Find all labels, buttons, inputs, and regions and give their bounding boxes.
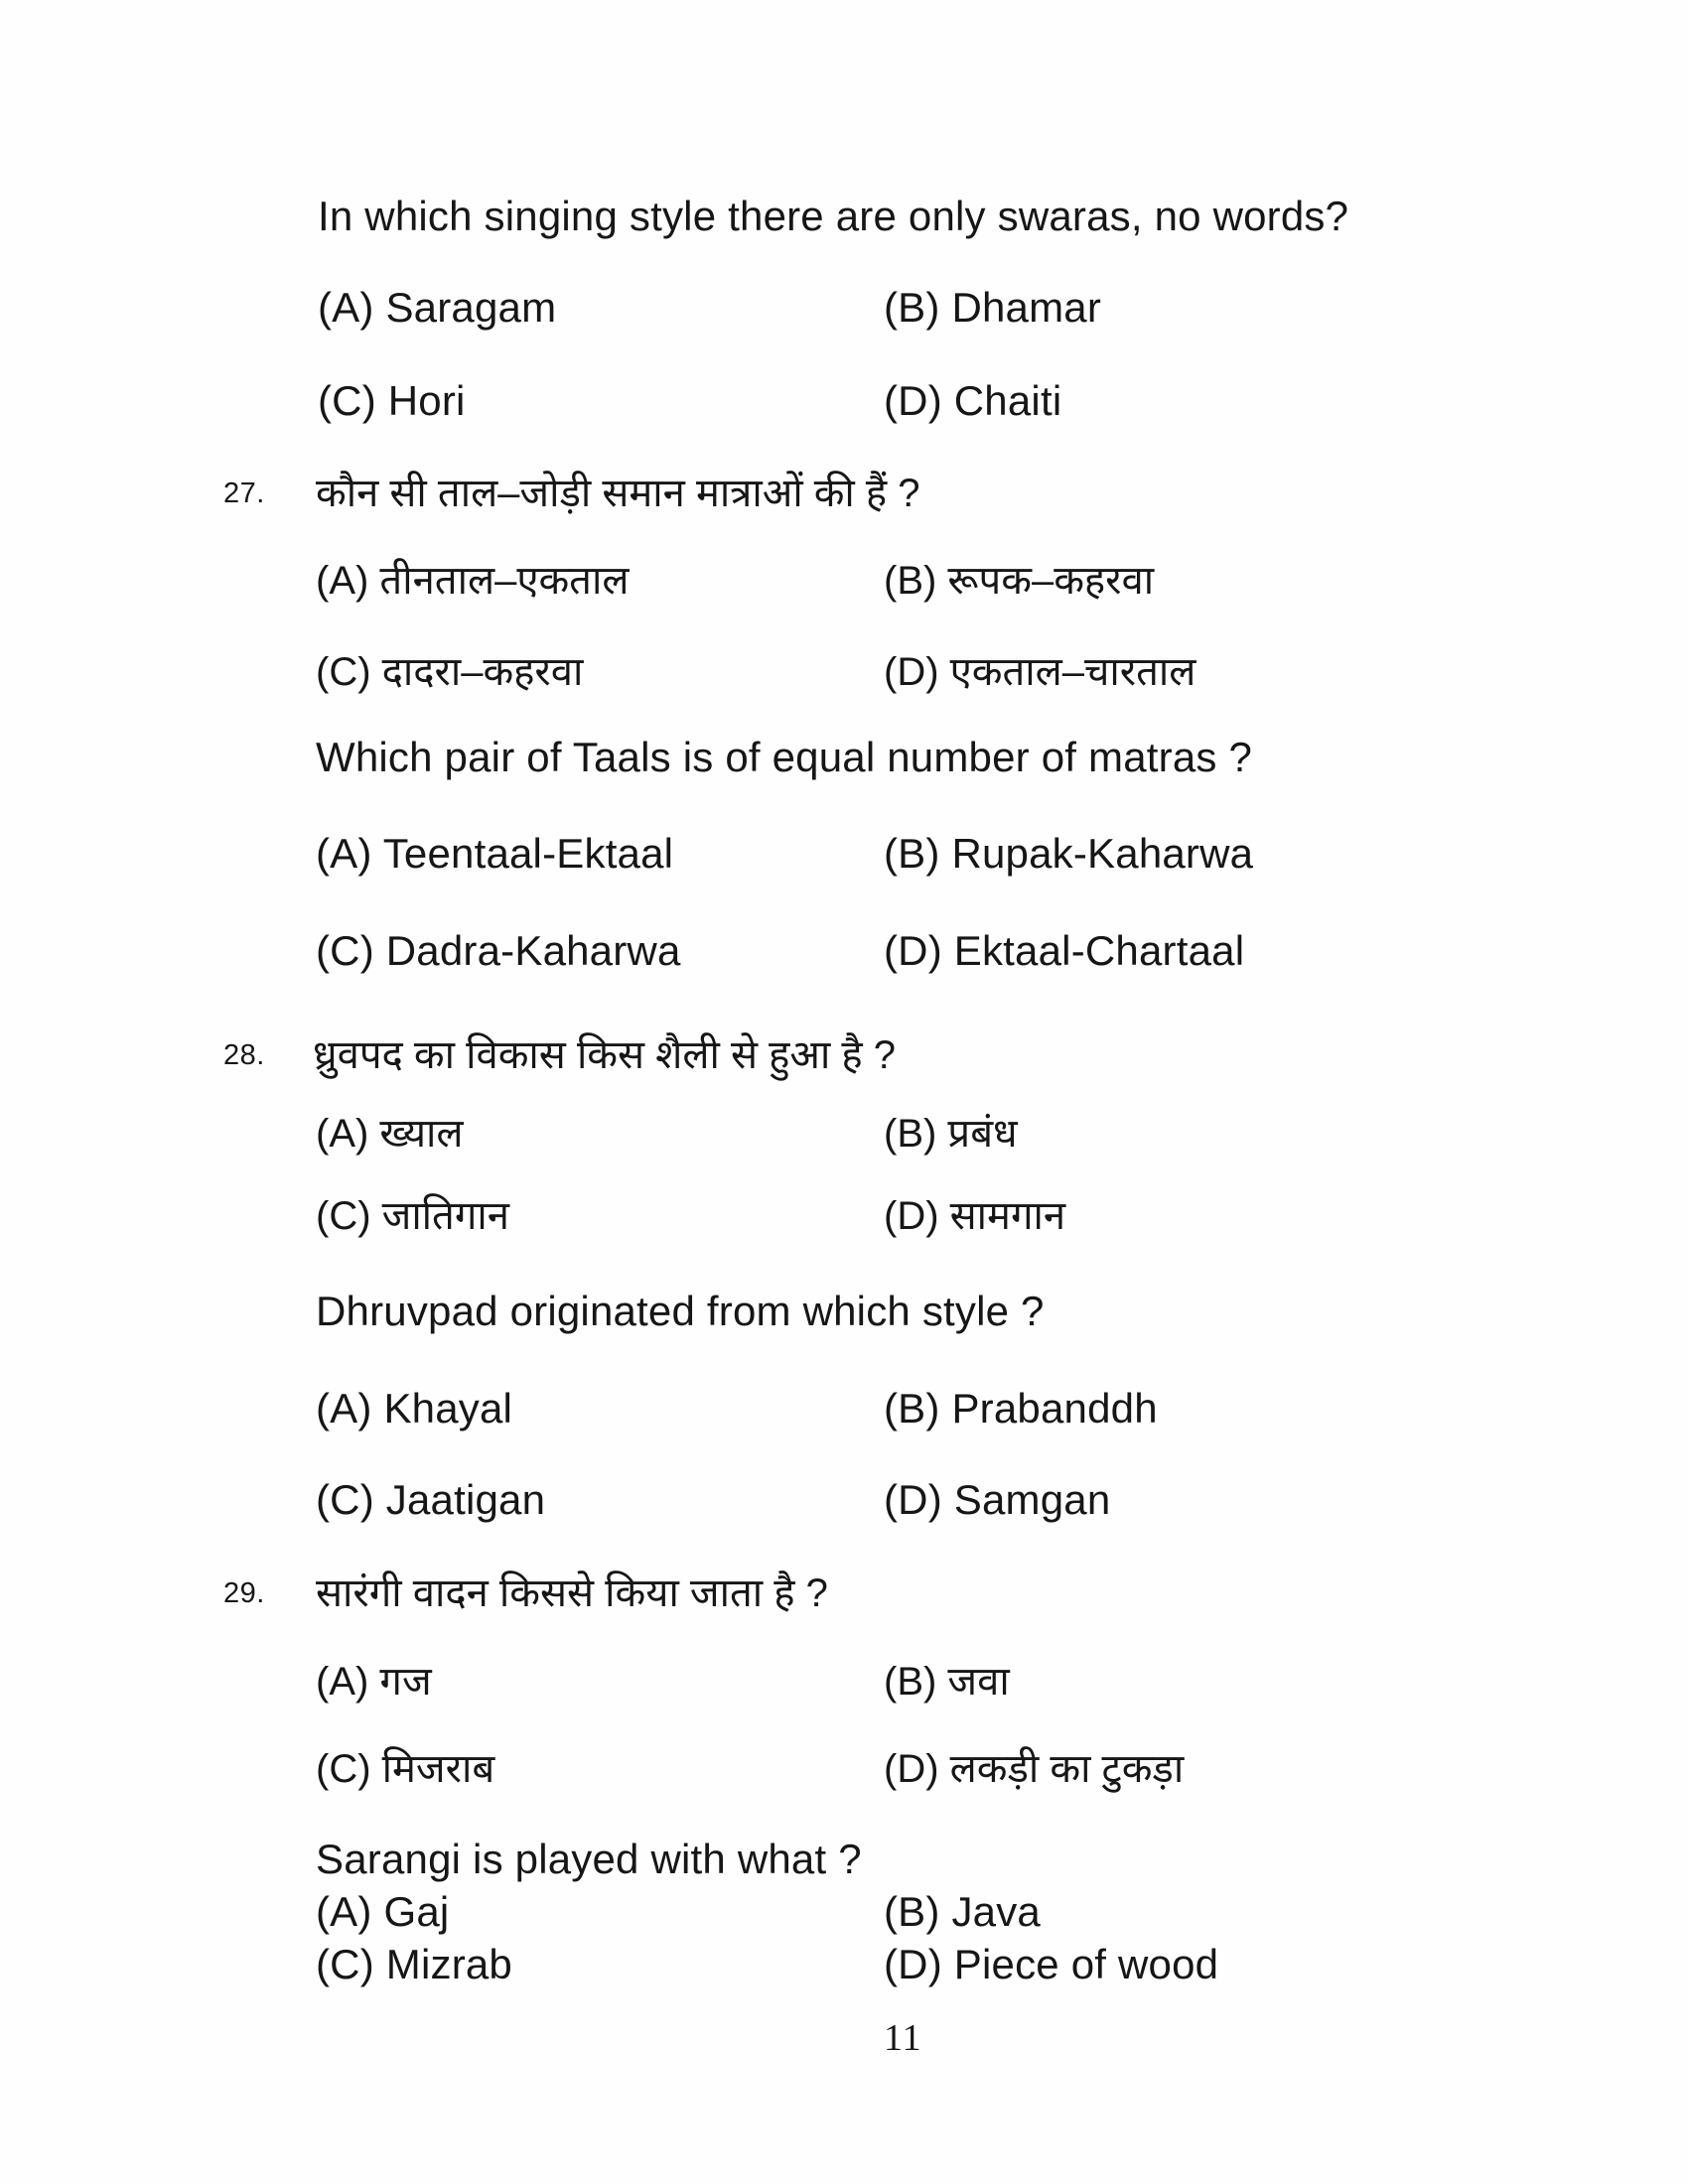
question-27-option-a-english: (A) Teentaal-Ektaal	[316, 830, 674, 877]
question-28-text-english: Dhruvpad originated from which style ?	[316, 1288, 1045, 1334]
question-27-text-hindi: कौन सी ताल–जोड़ी समान मात्राओं की हैं ?	[316, 472, 920, 515]
question-27-option-a-hindi: (A) तीनताल–एकताल	[316, 559, 630, 603]
question-28-option-c-english: (C) Jaatigan	[316, 1476, 546, 1523]
question-26-option-b: (B) Dhamar	[884, 284, 1102, 331]
question-28-option-a-english: (A) Khayal	[316, 1385, 513, 1432]
question-27-text-english: Which pair of Taals is of equal number of matras ?	[316, 734, 1253, 780]
question-28-number: 28.	[223, 1039, 265, 1071]
question-29-option-a-hindi: (A) गज	[316, 1660, 432, 1704]
question-29-option-a-english: (A) Gaj	[316, 1888, 450, 1935]
question-27-option-c-english: (C) Dadra-Kaharwa	[316, 927, 681, 974]
page-number: 11	[884, 2017, 922, 2059]
question-26-option-c: (C) Hori	[318, 377, 466, 424]
question-26-text-english: In which singing style there are only swaras, no words?	[318, 193, 1349, 239]
question-29-option-b-english: (B) Java	[884, 1888, 1041, 1935]
question-29-option-c-hindi: (C) मिजराब	[316, 1747, 495, 1791]
question-27-option-d-hindi: (D) एकताल–चारताल	[884, 650, 1196, 694]
question-28-option-d-english: (D) Samgan	[884, 1476, 1111, 1523]
question-28-option-b-hindi: (B) प्रबंध	[884, 1112, 1018, 1156]
question-29-option-c-english: (C) Mizrab	[316, 1941, 512, 1987]
question-27-option-b-hindi: (B) रूपक–कहरवा	[884, 559, 1155, 603]
question-27-option-b-english: (B) Rupak-Kaharwa	[884, 830, 1254, 877]
question-29-option-d-hindi: (D) लकड़ी का टुकड़ा	[884, 1747, 1185, 1791]
question-27-option-d-english: (D) Ektaal-Chartaal	[884, 927, 1245, 974]
question-27-option-c-hindi: (C) दादरा–कहरवा	[316, 650, 584, 694]
question-28-option-b-english: (B) Prabanddh	[884, 1385, 1158, 1432]
question-29-number: 29.	[223, 1577, 265, 1609]
question-28-option-a-hindi: (A) ख्याल	[316, 1112, 464, 1156]
question-26-option-a: (A) Saragam	[318, 284, 557, 331]
question-29-option-d-english: (D) Piece of wood	[884, 1941, 1219, 1987]
question-29-text-english: Sarangi is played with what ?	[316, 1836, 862, 1882]
question-26-option-d: (D) Chaiti	[884, 377, 1062, 424]
question-29-option-b-hindi: (B) जवा	[884, 1660, 1010, 1704]
question-27-number: 27.	[223, 478, 265, 509]
question-28-option-c-hindi: (C) जातिगान	[316, 1194, 509, 1238]
question-29-text-hindi: सारंगी वादन किससे किया जाता है ?	[316, 1571, 828, 1615]
question-28-text-hindi: ध्रुवपद का विकास किस शैली से हुआ है ?	[313, 1033, 896, 1077]
question-28-option-d-hindi: (D) सामगान	[884, 1194, 1066, 1238]
